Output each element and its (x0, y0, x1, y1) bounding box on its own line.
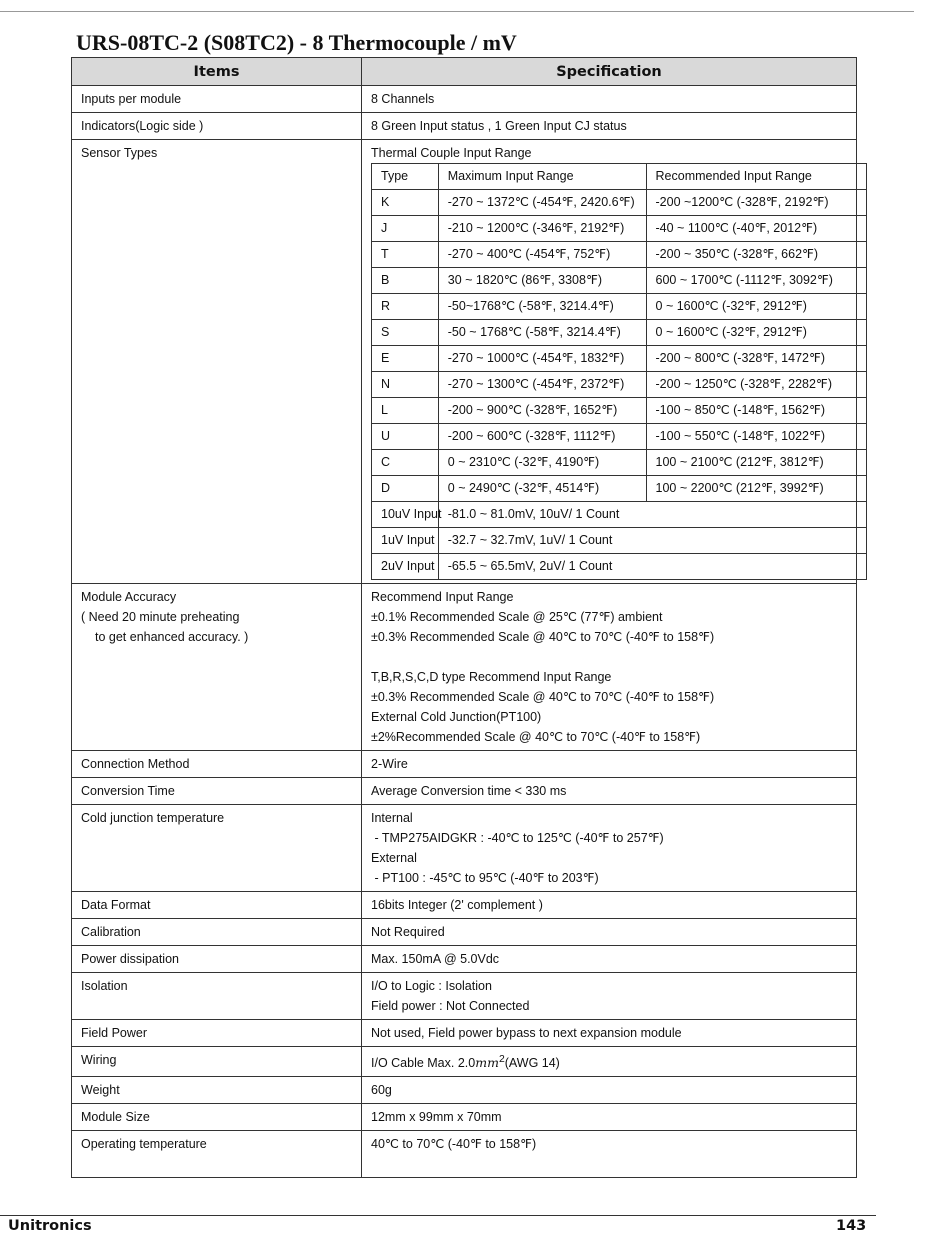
value-indicators: 8 Green Input status , 1 Green Input CJ status (362, 113, 857, 140)
cold-junction-line: Internal (371, 811, 413, 825)
cold-junction-line: - PT100 : -45℃ to 95℃ (-40℉ to 203℉) (371, 871, 599, 885)
thermocouple-row (372, 424, 867, 450)
value-power-dissipation: Max. 150mA @ 5.0Vdc (362, 946, 857, 973)
thermocouple-row (372, 346, 867, 372)
row-inputs (72, 86, 857, 113)
sensor-intro: Thermal Couple Input Range (371, 146, 532, 160)
thermocouple-rec-range: 0 ~ 1600℃ (-32℉, 2912℉) (646, 320, 866, 346)
label-module-accuracy (72, 584, 362, 751)
thermocouple-type: R (372, 294, 439, 320)
thermocouple-rec-range: -200 ~ 800℃ (-328℉, 1472℉) (646, 346, 866, 372)
label-power-dissipation: Power dissipation (72, 946, 362, 973)
row-field-power (72, 1020, 857, 1047)
thermocouple-row (372, 190, 867, 216)
footer-brand: Unitronics (8, 1218, 92, 1234)
cold-junction-line: - TMP275AIDGKR : -40℃ to 125℃ (-40℉ to 257℉) (371, 831, 664, 845)
thermocouple-type: C (372, 450, 439, 476)
thermocouple-type: N (372, 372, 439, 398)
value-conversion-time: Average Conversion time < 330 ms (362, 778, 857, 805)
row-power-dissipation (72, 946, 857, 973)
row-conversion-time (72, 778, 857, 805)
label-isolation: Isolation (72, 973, 362, 1020)
value-module-size: 12mm x 99mm x 70mm (362, 1104, 857, 1131)
thermocouple-row (372, 476, 867, 502)
thermocouple-max-range: -270 ~ 1000℃ (-454℉, 1832℉) (438, 346, 646, 372)
thermocouple-row (372, 398, 867, 424)
accuracy-label-line: to get enhanced accuracy. ) (95, 630, 249, 644)
thermocouple-rec-range: -100 ~ 550℃ (-148℉, 1022℉) (646, 424, 866, 450)
thermocouple-range-table (371, 163, 867, 580)
accuracy-label-line: ( Need 20 minute preheating (81, 610, 240, 624)
wiring-value-pre: I/O Cable Max. 2.0 (371, 1056, 476, 1071)
row-sensor-types (72, 140, 857, 584)
thermocouple-max-range: 30 ~ 1820℃ (86℉, 3308℉) (438, 268, 646, 294)
row-weight (72, 1077, 857, 1104)
mv-input-row (372, 554, 867, 580)
wiring-unit-superscript: 2 (498, 1054, 505, 1065)
value-data-format: 16bits Integer (2' complement ) (362, 892, 857, 919)
thermocouple-max-range: -270 ~ 400℃ (-454℉, 752℉) (438, 242, 646, 268)
thermocouple-type: U (372, 424, 439, 450)
accuracy-line: Recommend Input Range (371, 590, 514, 604)
table-header-row (72, 58, 857, 86)
thermocouple-type: K (372, 190, 439, 216)
label-wiring: Wiring (72, 1047, 362, 1077)
mv-input-row (372, 502, 867, 528)
isolation-line: I/O to Logic : Isolation (371, 979, 492, 993)
thermocouple-rec-range: 100 ~ 2200℃ (212℉, 3992℉) (646, 476, 866, 502)
accuracy-line: External Cold Junction(PT100) (371, 710, 542, 724)
mv-input-type: 10uV Input (372, 502, 439, 528)
value-cold-junction (362, 805, 857, 892)
thermocouple-rec-range: 100 ~ 2100℃ (212℉, 3812℉) (646, 450, 866, 476)
wiring-value-post: (AWG 14) (504, 1056, 560, 1071)
label-module-size: Module Size (72, 1104, 362, 1131)
label-inputs: Inputs per module (72, 86, 362, 113)
row-operating-temperature (72, 1131, 857, 1178)
specification-table (71, 57, 857, 1178)
label-conversion-time: Conversion Time (72, 778, 362, 805)
thermocouple-row (372, 294, 867, 320)
inner-header-max: Maximum Input Range (438, 164, 646, 190)
value-wiring (362, 1047, 857, 1077)
thermocouple-rec-range: -40 ~ 1100℃ (-40℉, 2012℉) (646, 216, 866, 242)
mv-input-range: -81.0 ~ 81.0mV, 10uV/ 1 Count (438, 502, 866, 528)
value-inputs: 8 Channels (362, 86, 857, 113)
thermocouple-rec-range: -200 ~ 350℃ (-328℉, 662℉) (646, 242, 866, 268)
label-field-power: Field Power (72, 1020, 362, 1047)
thermocouple-max-range: -50~1768℃ (-58℉, 3214.4℉) (438, 294, 646, 320)
value-isolation (362, 973, 857, 1020)
value-weight: 60g (362, 1077, 857, 1104)
label-connection-method: Connection Method (72, 751, 362, 778)
label-operating-temperature: Operating temperature (72, 1131, 362, 1178)
row-wiring (72, 1047, 857, 1077)
thermocouple-max-range: 0 ~ 2490℃ (-32℉, 4514℉) (438, 476, 646, 502)
thermocouple-type: S (372, 320, 439, 346)
accuracy-line: ±0.1% Recommended Scale @ 25℃ (77℉) ambient (371, 610, 663, 624)
label-data-format: Data Format (72, 892, 362, 919)
spacer (371, 647, 847, 667)
page-number: 143 (836, 1218, 867, 1234)
row-isolation (72, 973, 857, 1020)
thermocouple-row (372, 450, 867, 476)
mv-input-type: 1uV Input (372, 528, 439, 554)
thermocouple-max-range: -270 ~ 1300℃ (-454℉, 2372℉) (438, 372, 646, 398)
thermocouple-rec-range: 600 ~ 1700℃ (-1112℉, 3092℉) (646, 268, 866, 294)
thermocouple-type: B (372, 268, 439, 294)
top-rule (0, 11, 914, 12)
label-weight: Weight (72, 1077, 362, 1104)
accuracy-label-line: Module Accuracy (81, 590, 177, 604)
thermocouple-max-range: -270 ~ 1372℃ (-454℉, 2420.6℉) (438, 190, 646, 216)
footer-rule (0, 1215, 876, 1216)
thermocouple-rec-range: 0 ~ 1600℃ (-32℉, 2912℉) (646, 294, 866, 320)
row-indicators (72, 113, 857, 140)
mv-input-range: -32.7 ~ 32.7mV, 1uV/ 1 Count (438, 528, 866, 554)
thermocouple-type: D (372, 476, 439, 502)
inner-header-rec: Recommended Input Range (646, 164, 866, 190)
mv-input-range: -65.5 ~ 65.5mV, 2uV/ 1 Count (438, 554, 866, 580)
row-connection-method (72, 751, 857, 778)
thermocouple-max-range: -50 ~ 1768℃ (-58℉, 3214.4℉) (438, 320, 646, 346)
thermocouple-max-range: 0 ~ 2310℃ (-32℉, 4190℉) (438, 450, 646, 476)
label-sensor-types: Sensor Types (72, 140, 362, 584)
thermocouple-max-range: -210 ~ 1200℃ (-346℉, 2192℉) (438, 216, 646, 242)
mv-input-row (372, 528, 867, 554)
accuracy-line: T,B,R,S,C,D type Recommend Input Range (371, 670, 612, 684)
mv-input-type: 2uV Input (372, 554, 439, 580)
thermocouple-type: E (372, 346, 439, 372)
thermocouple-rec-range: -200 ~1200℃ (-328℉, 2192℉) (646, 190, 866, 216)
accuracy-line: ±0.3% Recommended Scale @ 40℃ to 70℃ (-40℉ to 158℉) (371, 630, 715, 644)
thermocouple-max-range: -200 ~ 900℃ (-328℉, 1652℉) (438, 398, 646, 424)
label-cold-junction: Cold junction temperature (72, 805, 362, 892)
thermocouple-rec-range: -100 ~ 850℃ (-148℉, 1562℉) (646, 398, 866, 424)
row-data-format (72, 892, 857, 919)
value-sensor-types (362, 140, 857, 584)
row-calibration (72, 919, 857, 946)
accuracy-line: ±2%Recommended Scale @ 40℃ to 70℃ (-40℉ to 158℉) (371, 730, 701, 744)
row-module-accuracy (72, 584, 857, 751)
row-cold-junction (72, 805, 857, 892)
thermocouple-row (372, 268, 867, 294)
thermocouple-max-range: -200 ~ 600℃ (-328℉, 1112℉) (438, 424, 646, 450)
header-specification: Specification (362, 58, 857, 86)
thermocouple-row (372, 216, 867, 242)
value-field-power: Not used, Field power bypass to next expansion module (362, 1020, 857, 1047)
value-calibration: Not Required (362, 919, 857, 946)
thermocouple-type: L (372, 398, 439, 424)
isolation-line: Field power : Not Connected (371, 999, 530, 1013)
cold-junction-line: External (371, 851, 417, 865)
value-operating-temperature: 40℃ to 70℃ (-40℉ to 158℉) (362, 1131, 857, 1178)
page-title: URS-08TC-2 (S08TC2) - 8 Thermocouple / mV (76, 30, 517, 55)
thermocouple-row (372, 372, 867, 398)
label-calibration: Calibration (72, 919, 362, 946)
value-connection-method: 2-Wire (362, 751, 857, 778)
header-items: Items (72, 58, 362, 86)
thermocouple-rec-range: -200 ~ 1250℃ (-328℉, 2282℉) (646, 372, 866, 398)
inner-header-type: Type (372, 164, 439, 190)
row-module-size (72, 1104, 857, 1131)
thermocouple-row (372, 242, 867, 268)
accuracy-line: ±0.3% Recommended Scale @ 40℃ to 70℃ (-40℉ to 158℉) (371, 690, 715, 704)
label-indicators: Indicators(Logic side ) (72, 113, 362, 140)
thermocouple-type: J (372, 216, 439, 242)
value-module-accuracy (362, 584, 857, 751)
thermocouple-row (372, 320, 867, 346)
wiring-unit: mm (475, 1055, 499, 1071)
inner-header-row (372, 164, 867, 190)
thermocouple-type: T (372, 242, 439, 268)
